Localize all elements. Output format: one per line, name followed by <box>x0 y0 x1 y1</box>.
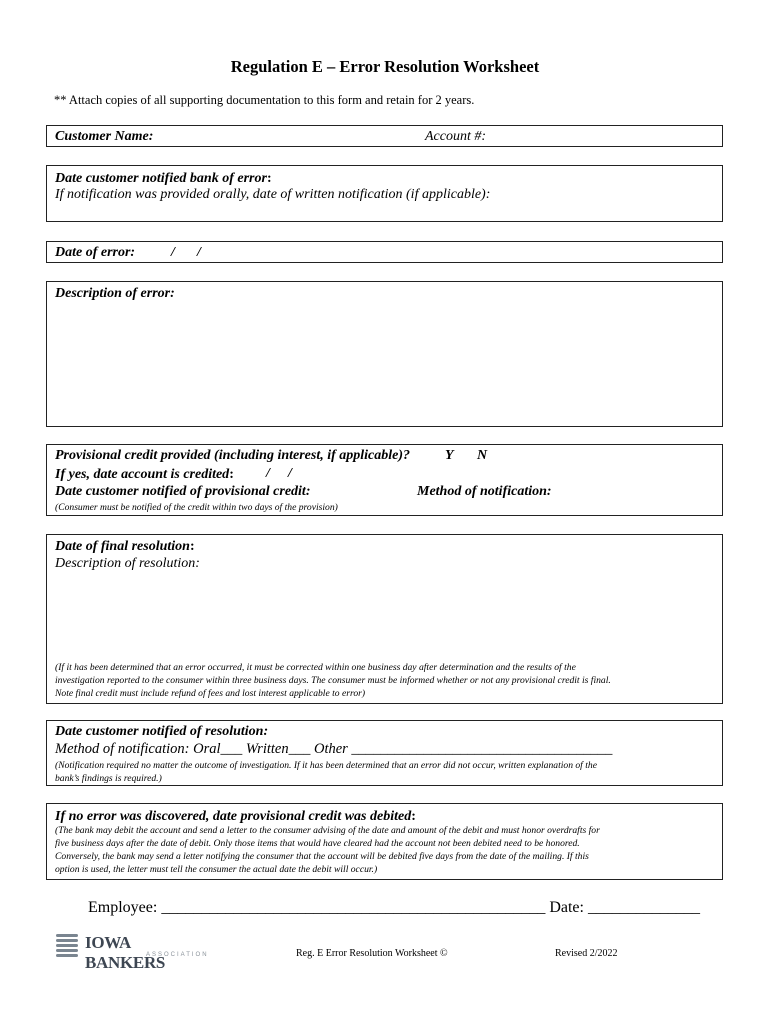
date-of-error-label: Date of error: <box>55 245 136 260</box>
date-slash: / <box>197 245 201 260</box>
oral-notification-label: If notification was provided orally, date of written notification (if applicable): <box>55 187 491 202</box>
footer-revised: Revised 2/2022 <box>555 948 618 959</box>
no-error-note-line: five business days after the date of debit. Only those items that would have cleared had the account not been debited need to be honored. <box>55 838 580 849</box>
customer-info-box <box>46 125 723 147</box>
final-resolution-label: Date of final resolution <box>55 539 190 554</box>
iowa-bankers-logo <box>54 931 209 972</box>
resolution-notified-label: Date customer notified of resolution: <box>55 724 269 739</box>
logo-subtext: ASSOCIATION <box>146 952 209 958</box>
notification-date-box <box>46 165 723 222</box>
provisional-credit-note: (Consumer must be notified of the credit within two days of the provision) <box>55 502 338 513</box>
description-of-error-box <box>46 281 723 427</box>
provisional-notified-label: Date customer notified of provisional credit: <box>55 484 311 499</box>
logo-text: IOWA BANKERS <box>85 933 166 972</box>
provisional-credit-box <box>46 444 723 516</box>
final-resolution-box <box>46 534 723 704</box>
no-error-note-line: (The bank may debit the account and send a letter to the consumer advising of the date and amount of the debit and must honor overdrafts for <box>55 825 600 836</box>
no-error-note-line: Conversely, the bank may send a letter notifying the consumer that the account will be debited five days from the date of the mailing. If this <box>55 851 589 862</box>
resolution-note-line: (If it has been determined that an error occurred, it must be corrected within one business day after determination and the results of the <box>55 662 576 673</box>
date-slash: / <box>171 245 175 260</box>
no-error-note-line: option is used, the letter must tell the consumer the actual date the debit will occur.) <box>55 864 378 875</box>
bank-stack-icon <box>54 931 82 959</box>
yes-option: Y <box>445 448 454 463</box>
resolution-note-line: Note final credit must include refund of fees and lost interest applicable to error) <box>55 688 366 699</box>
colon: : <box>411 809 416 824</box>
employee-date-line: Employee: ________________________________________________ Date: ______________ <box>88 899 700 916</box>
no-option: N <box>477 448 488 463</box>
page-title: Regulation E – Error Resolution Worksheet <box>230 57 540 76</box>
attach-note: ** Attach copies of all supporting documentation to this form and retain for 2 years. <box>54 93 475 107</box>
account-number-label: Account #: <box>425 129 487 144</box>
date-slash: / <box>266 466 270 481</box>
notification-note-line: bank’s findings is required.) <box>55 773 162 784</box>
colon: : <box>266 171 272 186</box>
colon: : <box>229 467 234 482</box>
notification-note-line: (Notification required no matter the outcome of investigation. If it has been determined that an error did not occur, written explanation of the <box>55 760 597 771</box>
no-error-box <box>46 803 723 880</box>
method-of-notification-label: Method of notification: <box>417 484 552 499</box>
resolution-notification-box <box>46 720 723 786</box>
description-of-resolution-label: Description of resolution: <box>55 556 200 571</box>
no-error-heading: If no error was discovered, date provisional credit was debited <box>55 809 412 824</box>
date-of-error-box <box>46 241 723 263</box>
footer-form-name: Reg. E Error Resolution Worksheet © <box>296 948 448 959</box>
notification-method-line: Method of notification: Oral___ Written___ Other ____________________________________ <box>55 741 613 757</box>
date-credited-label: If yes, date account is credited <box>55 467 230 482</box>
description-of-error-label: Description of error: <box>55 286 175 301</box>
provisional-credit-question: Provisional credit provided (including interest, if applicable)? <box>55 448 411 463</box>
resolution-note-line: investigation reported to the consumer within three business days. The consumer must be informed whether or not any provisional credit is final. <box>55 675 611 686</box>
date-slash: / <box>288 466 292 481</box>
customer-name-label: Customer Name: <box>55 129 154 144</box>
colon: : <box>189 539 195 554</box>
date-notified-label: Date customer notified bank of error <box>55 171 267 186</box>
